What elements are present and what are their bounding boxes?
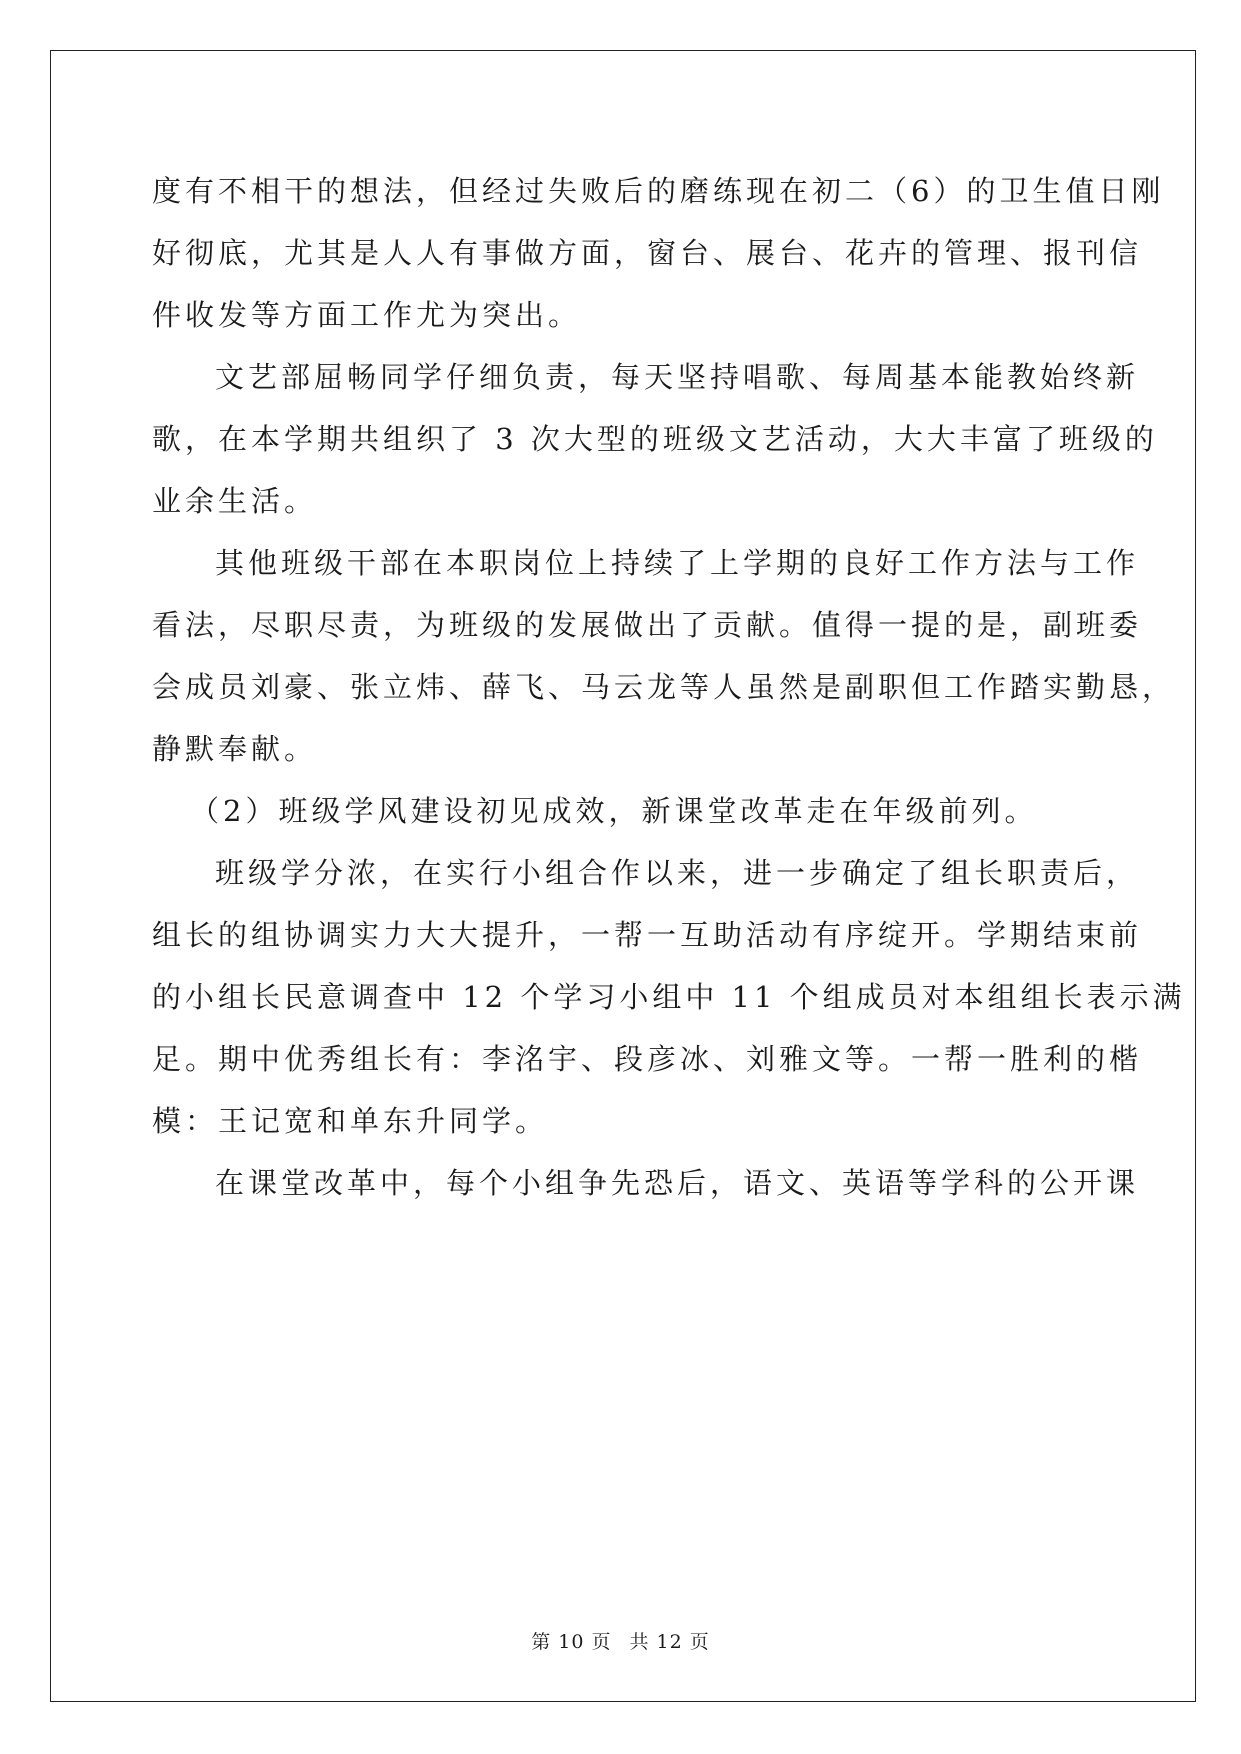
page-number: 第 10 页 <box>531 1631 612 1653</box>
paragraph-start-line: 在课堂改革中，每个小组争先恐后，语文、英语等学科的公开课 <box>215 1166 1140 1200</box>
page-footer <box>0 1627 1241 1654</box>
section-heading-line: （2）班级学风建设初见成效，新课堂改革走在年级前列。 <box>190 794 1038 828</box>
text-line: 模：王记宽和单东升同学。 <box>152 1104 549 1138</box>
text-line: 看法，尽职尽责，为班级的发展做出了贡献。值得一提的是，副班委 <box>152 608 1143 642</box>
text-line: 足。期中优秀组长有：李洺宇、段彦冰、刘雅文等。一帮一胜利的楷 <box>152 1042 1143 1076</box>
text-line: 静默奉献。 <box>152 732 318 766</box>
document-body <box>152 160 1186 1214</box>
paragraph-start-line: 其他班级干部在本职岗位上持续了上学期的良好工作方法与工作 <box>215 546 1140 580</box>
paragraph-start-line: 班级学分浓，在实行小组合作以来，进一步确定了组长职责后， <box>215 856 1140 890</box>
text-line: 业余生活。 <box>152 484 318 518</box>
text-line: 会成员刘豪、张立炜、薛飞、马云龙等人虽然是副职但工作踏实勤恳， <box>152 670 1176 704</box>
text-line: 好彻底，尤其是人人有事做方面，窗台、展台、花卉的管理、报刊信 <box>152 236 1143 270</box>
text-line: 的小组长民意调查中 12 个学习小组中 11 个组成员对本组组长表示满 <box>152 980 1186 1014</box>
text-line: 歌，在本学期共组织了 3 次大型的班级文艺活动，大大丰富了班级的 <box>152 422 1158 456</box>
paragraph-start-line: 文艺部屈畅同学仔细负责，每天坚持唱歌、每周基本能教始终新 <box>215 360 1140 394</box>
page-total: 共 12 页 <box>629 1631 710 1653</box>
text-line: 件收发等方面工作尤为突出。 <box>152 298 582 332</box>
text-line: 组长的组协调实力大大提升，一帮一互助活动有序绽开。学期结束前 <box>152 918 1143 952</box>
text-line: 度有不相干的想法，但经过失败后的磨练现在初二（6）的卫生值日刚 <box>152 174 1165 208</box>
